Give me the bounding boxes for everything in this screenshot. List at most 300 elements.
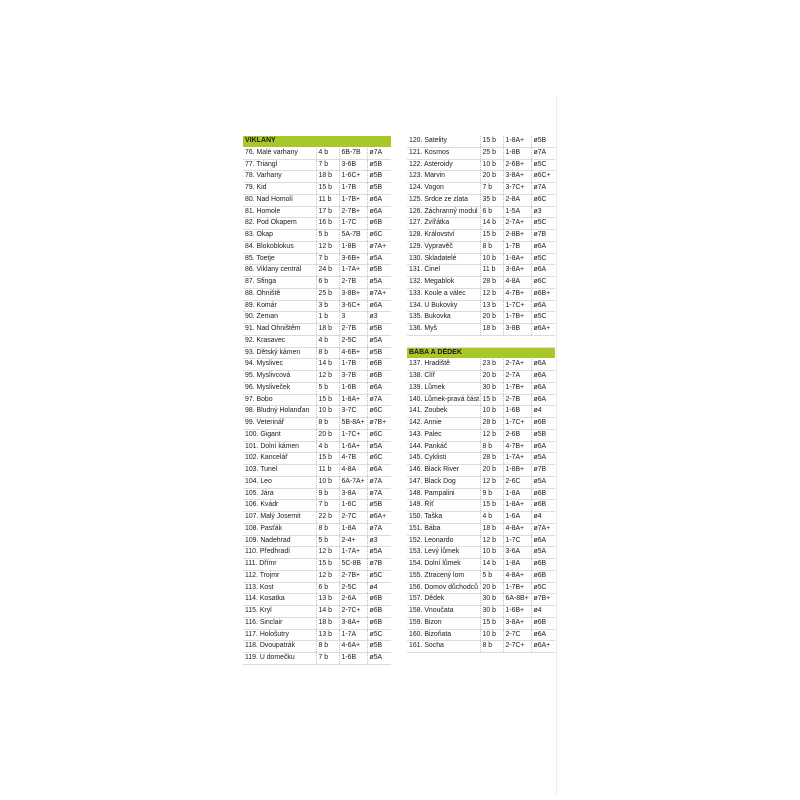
table-row bbox=[243, 453, 391, 465]
grade-range: 4-7B+ bbox=[503, 441, 531, 453]
boulder-count: 15 b bbox=[480, 136, 503, 147]
left-column bbox=[243, 136, 391, 665]
boulder-name: 157. Dědek bbox=[407, 594, 480, 606]
boulder-name: 127. Zvířátka bbox=[407, 218, 480, 230]
boulder-name: 92. Krasavec bbox=[243, 335, 316, 347]
boulder-count: 10 b bbox=[316, 406, 339, 418]
table-row bbox=[407, 265, 555, 277]
section-title: VIKLANY bbox=[243, 136, 391, 147]
average-grade: ø7B bbox=[367, 559, 391, 571]
boulder-count: 7 b bbox=[316, 653, 339, 665]
boulder-count: 8 b bbox=[316, 523, 339, 535]
boulder-name: 145. Cyklisti bbox=[407, 453, 480, 465]
boulder-name: 84. Blokoblokus bbox=[243, 241, 316, 253]
boulder-name: 139. Lůmek bbox=[407, 382, 480, 394]
boulder-count: 14 b bbox=[480, 218, 503, 230]
boulder-name: 138. Clíř bbox=[407, 371, 480, 383]
boulder-name: 112. Trojmr bbox=[243, 570, 316, 582]
grade-range: 3-8A+ bbox=[503, 171, 531, 183]
boulder-name: 79. Kid bbox=[243, 183, 316, 195]
boulder-name: 155. Ztracený lom bbox=[407, 570, 480, 582]
table-row bbox=[243, 277, 391, 289]
right-column bbox=[407, 136, 555, 653]
table-row bbox=[243, 653, 391, 665]
table-row bbox=[243, 559, 391, 571]
boulder-count: 15 b bbox=[480, 500, 503, 512]
boulder-count: 8 b bbox=[480, 241, 503, 253]
grade-range: 1-7C bbox=[503, 535, 531, 547]
table-row bbox=[407, 476, 555, 488]
boulder-name: 146. Black River bbox=[407, 465, 480, 477]
boulder-name: 124. Vogon bbox=[407, 183, 480, 195]
grade-range: 3-7C+ bbox=[503, 183, 531, 195]
table-row bbox=[407, 371, 555, 383]
boulder-count: 10 b bbox=[480, 629, 503, 641]
boulder-name: 82. Pod Okapem bbox=[243, 218, 316, 230]
boulder-name: 151. Bába bbox=[407, 523, 480, 535]
average-grade: ø6A bbox=[367, 382, 391, 394]
table-row bbox=[243, 629, 391, 641]
boulder-name: 96. Mysliveček bbox=[243, 382, 316, 394]
grade-range: 2-7A+ bbox=[503, 359, 531, 371]
grade-range: 4-6A+ bbox=[339, 641, 367, 653]
boulder-count: 20 b bbox=[480, 171, 503, 183]
boulder-name: 101. Dolní kámen bbox=[243, 441, 316, 453]
grade-range: 3-7B bbox=[339, 371, 367, 383]
boulder-count: 8 b bbox=[316, 347, 339, 359]
average-grade: ø7A bbox=[367, 147, 391, 159]
boulder-count: 23 b bbox=[480, 359, 503, 371]
average-grade: ø6A bbox=[531, 371, 555, 383]
grade-range: 1-6B bbox=[339, 382, 367, 394]
average-grade: ø6B bbox=[367, 617, 391, 629]
boulder-count: 4 b bbox=[316, 335, 339, 347]
boulder-count: 12 b bbox=[316, 371, 339, 383]
average-grade: ø5B bbox=[367, 183, 391, 195]
grade-range: 1-7A bbox=[339, 629, 367, 641]
boulder-count: 28 b bbox=[480, 453, 503, 465]
table-row bbox=[243, 312, 391, 324]
boulder-count: 10 b bbox=[316, 476, 339, 488]
grade-range: 2-7C+ bbox=[503, 641, 531, 653]
grade-range: 2-5C bbox=[339, 582, 367, 594]
average-grade: ø6A bbox=[531, 265, 555, 277]
boulder-count: 7 b bbox=[480, 183, 503, 195]
grade-range: 1-7A+ bbox=[503, 453, 531, 465]
boulder-name: 117. Hološutry bbox=[243, 629, 316, 641]
table-row bbox=[243, 241, 391, 253]
table-row bbox=[243, 606, 391, 618]
average-grade: ø6A bbox=[367, 300, 391, 312]
table-row bbox=[407, 547, 555, 559]
boulder-count: 7 b bbox=[316, 500, 339, 512]
boulder-count: 30 b bbox=[480, 606, 503, 618]
table-row bbox=[243, 218, 391, 230]
table-row bbox=[407, 253, 555, 265]
boulder-count: 18 b bbox=[316, 617, 339, 629]
boulder-count: 15 b bbox=[316, 453, 339, 465]
average-grade: ø5B bbox=[531, 136, 555, 147]
grade-range: 1-7A+ bbox=[339, 547, 367, 559]
grade-range: 2-5C bbox=[339, 335, 367, 347]
boulder-name: 136. Myš bbox=[407, 324, 480, 336]
table-row bbox=[243, 617, 391, 629]
table-row bbox=[407, 194, 555, 206]
average-grade: ø6C bbox=[531, 277, 555, 289]
table-row bbox=[407, 594, 555, 606]
average-grade: ø6B bbox=[367, 359, 391, 371]
grade-range: 2-7C bbox=[339, 512, 367, 524]
boulder-name: 125. Srdce ze zlata bbox=[407, 194, 480, 206]
boulder-name: 115. Kryl bbox=[243, 606, 316, 618]
boulder-count: 6 b bbox=[316, 582, 339, 594]
average-grade: ø6B bbox=[367, 594, 391, 606]
boulder-name: 80. Nad Homolí bbox=[243, 194, 316, 206]
grade-range: 2-8B+ bbox=[503, 230, 531, 242]
average-grade: ø6A bbox=[531, 535, 555, 547]
table-row bbox=[407, 488, 555, 500]
grade-range: 1-8B bbox=[503, 147, 531, 159]
boulder-name: 83. Okap bbox=[243, 230, 316, 242]
average-grade: ø5C bbox=[531, 218, 555, 230]
table-row bbox=[407, 535, 555, 547]
table-row bbox=[243, 488, 391, 500]
table-row bbox=[407, 288, 555, 300]
grade-range: 6B-7B bbox=[339, 147, 367, 159]
table-row bbox=[243, 547, 391, 559]
section-spacer bbox=[407, 335, 555, 347]
table-row bbox=[243, 288, 391, 300]
grade-range: 1-7B+ bbox=[503, 382, 531, 394]
table-row bbox=[243, 159, 391, 171]
average-grade: ø5C bbox=[531, 159, 555, 171]
boulder-count: 8 b bbox=[480, 441, 503, 453]
boulder-count: 28 b bbox=[480, 418, 503, 430]
table-row bbox=[243, 171, 391, 183]
average-grade: ø5A bbox=[367, 441, 391, 453]
average-grade: ø5B bbox=[367, 347, 391, 359]
boulder-name: 91. Nad Ohništěm bbox=[243, 324, 316, 336]
boulder-name: 122. Asteroidy bbox=[407, 159, 480, 171]
boulder-name: 102. Kancelář bbox=[243, 453, 316, 465]
average-grade: ø3 bbox=[367, 535, 391, 547]
average-grade: ø7A bbox=[367, 488, 391, 500]
boulder-count: 20 b bbox=[480, 371, 503, 383]
boulder-count: 10 b bbox=[480, 406, 503, 418]
grade-range: 2-7B bbox=[503, 394, 531, 406]
section-header-viklany bbox=[243, 136, 391, 147]
boulder-count: 6 b bbox=[316, 277, 339, 289]
boulder-count: 22 b bbox=[316, 512, 339, 524]
average-grade: ø6B bbox=[531, 570, 555, 582]
boulder-name: 143. Palec bbox=[407, 429, 480, 441]
table-row bbox=[243, 523, 391, 535]
boulder-name: 90. Zeman bbox=[243, 312, 316, 324]
boulder-count: 11 b bbox=[316, 194, 339, 206]
boulder-name: 123. Marvin bbox=[407, 171, 480, 183]
boulder-name: 152. Leonardo bbox=[407, 535, 480, 547]
table-row bbox=[407, 230, 555, 242]
boulder-count: 9 b bbox=[316, 488, 339, 500]
average-grade: ø6A bbox=[531, 629, 555, 641]
boulder-count: 3 b bbox=[316, 300, 339, 312]
boulder-name: 93. Dětský kámen bbox=[243, 347, 316, 359]
boulder-count: 14 b bbox=[316, 359, 339, 371]
table-row bbox=[407, 171, 555, 183]
average-grade: ø5C bbox=[531, 312, 555, 324]
table-row bbox=[243, 512, 391, 524]
grade-range: 3-6B bbox=[339, 159, 367, 171]
section-header-baba-a-dedek bbox=[407, 347, 555, 359]
grade-range: 1-7B bbox=[339, 183, 367, 195]
average-grade: ø5A bbox=[531, 476, 555, 488]
boulder-name: 132. Megablok bbox=[407, 277, 480, 289]
boulder-name: 98. Bludný Holanďan bbox=[243, 406, 316, 418]
average-grade: ø7B+ bbox=[531, 594, 555, 606]
boulder-count: 10 b bbox=[480, 547, 503, 559]
boulder-name: 133. Koule a válec bbox=[407, 288, 480, 300]
boulder-count: 12 b bbox=[480, 288, 503, 300]
boulder-count: 15 b bbox=[316, 394, 339, 406]
boulder-name: 131. Činel bbox=[407, 265, 480, 277]
grade-range: 5C-8B bbox=[339, 559, 367, 571]
boulder-name: 100. Gigant bbox=[243, 429, 316, 441]
table-row bbox=[407, 582, 555, 594]
boulder-name: 105. Jára bbox=[243, 488, 316, 500]
average-grade: ø6B bbox=[367, 606, 391, 618]
right-table bbox=[407, 136, 555, 653]
average-grade: ø6A bbox=[531, 441, 555, 453]
boulder-name: 111. Dřímr bbox=[243, 559, 316, 571]
boulder-name: 87. Sfinga bbox=[243, 277, 316, 289]
average-grade: ø6C bbox=[367, 406, 391, 418]
boulder-count: 1 b bbox=[316, 312, 339, 324]
average-grade: ø5A bbox=[367, 335, 391, 347]
boulder-name: 149. Říť bbox=[407, 500, 480, 512]
table-row bbox=[243, 183, 391, 195]
grade-range: 3-8A+ bbox=[339, 617, 367, 629]
average-grade: ø5C bbox=[531, 582, 555, 594]
average-grade: ø7A+ bbox=[367, 241, 391, 253]
boulder-name: 160. Bizoňata bbox=[407, 629, 480, 641]
boulder-name: 148. Pampalini bbox=[407, 488, 480, 500]
boulder-count: 12 b bbox=[316, 547, 339, 559]
boulder-name: 103. Tunel bbox=[243, 465, 316, 477]
boulder-name: 121. Kosmos bbox=[407, 147, 480, 159]
grade-range: 2-8A bbox=[503, 194, 531, 206]
grade-range: 2-7C bbox=[503, 629, 531, 641]
grade-range: 2-6A bbox=[339, 594, 367, 606]
boulder-count: 7 b bbox=[316, 253, 339, 265]
boulder-name: 99. Veterinář bbox=[243, 418, 316, 430]
boulder-name: 120. Satelity bbox=[407, 136, 480, 147]
grade-range: 2-7B+ bbox=[339, 206, 367, 218]
grade-range: 1-7B+ bbox=[503, 312, 531, 324]
average-grade: ø5B bbox=[367, 324, 391, 336]
boulder-name: 126. Záchranný modul bbox=[407, 206, 480, 218]
grade-range: 2-4+ bbox=[339, 535, 367, 547]
grade-range: 1-6B bbox=[503, 406, 531, 418]
table-row bbox=[407, 382, 555, 394]
grade-range: 1-7C+ bbox=[339, 429, 367, 441]
boulder-count: 5 b bbox=[316, 535, 339, 547]
average-grade: ø5C bbox=[531, 253, 555, 265]
average-grade: ø5A bbox=[367, 277, 391, 289]
grade-range: 1-7C+ bbox=[503, 418, 531, 430]
boulder-count: 12 b bbox=[480, 476, 503, 488]
table-row bbox=[243, 570, 391, 582]
average-grade: ø7A+ bbox=[531, 523, 555, 535]
boulder-name: 159. Bizon bbox=[407, 617, 480, 629]
average-grade: ø3 bbox=[531, 206, 555, 218]
average-grade: ø5A bbox=[367, 653, 391, 665]
average-grade: ø5B bbox=[531, 429, 555, 441]
average-grade: ø6C+ bbox=[531, 171, 555, 183]
average-grade: ø6B bbox=[531, 418, 555, 430]
table-row bbox=[407, 453, 555, 465]
table-row bbox=[243, 147, 391, 159]
average-grade: ø5B bbox=[367, 500, 391, 512]
boulder-count: 10 b bbox=[480, 159, 503, 171]
average-grade: ø6B bbox=[531, 500, 555, 512]
table-row bbox=[243, 347, 391, 359]
boulder-count: 9 b bbox=[480, 488, 503, 500]
grade-range: 1-5A bbox=[503, 206, 531, 218]
grade-range: 4-8A+ bbox=[503, 570, 531, 582]
boulder-name: 94. Myslivec bbox=[243, 359, 316, 371]
boulder-count: 17 b bbox=[316, 206, 339, 218]
average-grade: ø5B bbox=[367, 641, 391, 653]
section-title: BÁBA A DĚDEK bbox=[407, 347, 555, 359]
average-grade: ø6C bbox=[367, 429, 391, 441]
boulder-name: 141. Zoubek bbox=[407, 406, 480, 418]
average-grade: ø5B bbox=[367, 171, 391, 183]
grade-range: 2-6C bbox=[503, 476, 531, 488]
table-row bbox=[243, 476, 391, 488]
average-grade: ø7A bbox=[367, 394, 391, 406]
grade-range: 1-8A bbox=[339, 523, 367, 535]
boulder-count: 8 b bbox=[316, 418, 339, 430]
boulder-name: 95. Myslivcová bbox=[243, 371, 316, 383]
grade-range: 3-6A bbox=[503, 547, 531, 559]
average-grade: ø4 bbox=[367, 582, 391, 594]
average-grade: ø5A bbox=[367, 547, 391, 559]
boulder-name: 156. Domov důchodců bbox=[407, 582, 480, 594]
boulder-name: 88. Ohniště bbox=[243, 288, 316, 300]
table-row bbox=[243, 441, 391, 453]
table-row bbox=[407, 277, 555, 289]
boulder-count: 13 b bbox=[480, 300, 503, 312]
table-row bbox=[243, 418, 391, 430]
boulder-count: 5 b bbox=[316, 382, 339, 394]
boulder-count: 13 b bbox=[316, 594, 339, 606]
average-grade: ø7B bbox=[531, 465, 555, 477]
table-row bbox=[407, 136, 555, 147]
average-grade: ø6B bbox=[367, 218, 391, 230]
table-row bbox=[243, 359, 391, 371]
grade-range: 3-6C+ bbox=[339, 300, 367, 312]
boulder-name: 81. Homole bbox=[243, 206, 316, 218]
boulder-count: 12 b bbox=[480, 535, 503, 547]
boulder-count: 20 b bbox=[480, 312, 503, 324]
average-grade: ø6B bbox=[531, 559, 555, 571]
table-row bbox=[243, 582, 391, 594]
boulder-count: 18 b bbox=[480, 324, 503, 336]
grade-range: 3 bbox=[339, 312, 367, 324]
table-row bbox=[407, 300, 555, 312]
boulder-count: 11 b bbox=[316, 465, 339, 477]
table-row bbox=[243, 394, 391, 406]
average-grade: ø6A bbox=[531, 359, 555, 371]
average-grade: ø6A bbox=[531, 241, 555, 253]
boulder-count: 15 b bbox=[480, 230, 503, 242]
table-row bbox=[243, 500, 391, 512]
average-grade: ø6A+ bbox=[367, 512, 391, 524]
table-row bbox=[243, 230, 391, 242]
grade-range: 3-7C bbox=[339, 406, 367, 418]
boulder-name: 130. Skladatelé bbox=[407, 253, 480, 265]
table-row bbox=[407, 441, 555, 453]
table-row bbox=[407, 312, 555, 324]
grade-range: 1-8B bbox=[339, 241, 367, 253]
viklany-table bbox=[243, 136, 391, 665]
table-row bbox=[407, 406, 555, 418]
boulder-count: 20 b bbox=[480, 465, 503, 477]
boulder-name: 86. Viklany centrál bbox=[243, 265, 316, 277]
page-edge-line bbox=[556, 96, 557, 796]
boulder-name: 104. Leo bbox=[243, 476, 316, 488]
table-row bbox=[407, 429, 555, 441]
grade-range: 4-7B bbox=[339, 453, 367, 465]
table-row bbox=[243, 324, 391, 336]
boulder-count: 35 b bbox=[480, 194, 503, 206]
average-grade: ø5C bbox=[367, 629, 391, 641]
grade-range: 1-7C bbox=[339, 218, 367, 230]
table-row bbox=[407, 606, 555, 618]
grade-range: 3-8A+ bbox=[503, 617, 531, 629]
grade-range: 5A-7B bbox=[339, 230, 367, 242]
boulder-name: 142. Annie bbox=[407, 418, 480, 430]
table-row bbox=[243, 206, 391, 218]
grade-range: 1-6A+ bbox=[339, 441, 367, 453]
table-row bbox=[407, 324, 555, 336]
table-row bbox=[243, 300, 391, 312]
grade-range: 4-8A bbox=[339, 465, 367, 477]
table-row bbox=[407, 465, 555, 477]
table-row bbox=[243, 465, 391, 477]
average-grade: ø6B bbox=[531, 488, 555, 500]
grade-range: 6A-8B+ bbox=[503, 594, 531, 606]
table-row bbox=[243, 335, 391, 347]
boulder-count: 15 b bbox=[316, 183, 339, 195]
table-row bbox=[407, 617, 555, 629]
boulder-count: 10 b bbox=[480, 253, 503, 265]
boulder-count: 5 b bbox=[316, 230, 339, 242]
grade-range: 1-7B+ bbox=[503, 582, 531, 594]
grade-range: 1-6B bbox=[339, 653, 367, 665]
boulder-name: 107. Malý Josemit bbox=[243, 512, 316, 524]
boulder-name: 114. Kosatka bbox=[243, 594, 316, 606]
boulder-count: 15 b bbox=[480, 617, 503, 629]
grade-range: 2-7B bbox=[339, 277, 367, 289]
table-row bbox=[407, 394, 555, 406]
table-row bbox=[407, 183, 555, 195]
boulder-count: 15 b bbox=[480, 394, 503, 406]
boulder-count: 24 b bbox=[316, 265, 339, 277]
average-grade: ø7A bbox=[531, 147, 555, 159]
grade-range: 4-8A bbox=[503, 277, 531, 289]
grade-range: 1-7A+ bbox=[339, 265, 367, 277]
